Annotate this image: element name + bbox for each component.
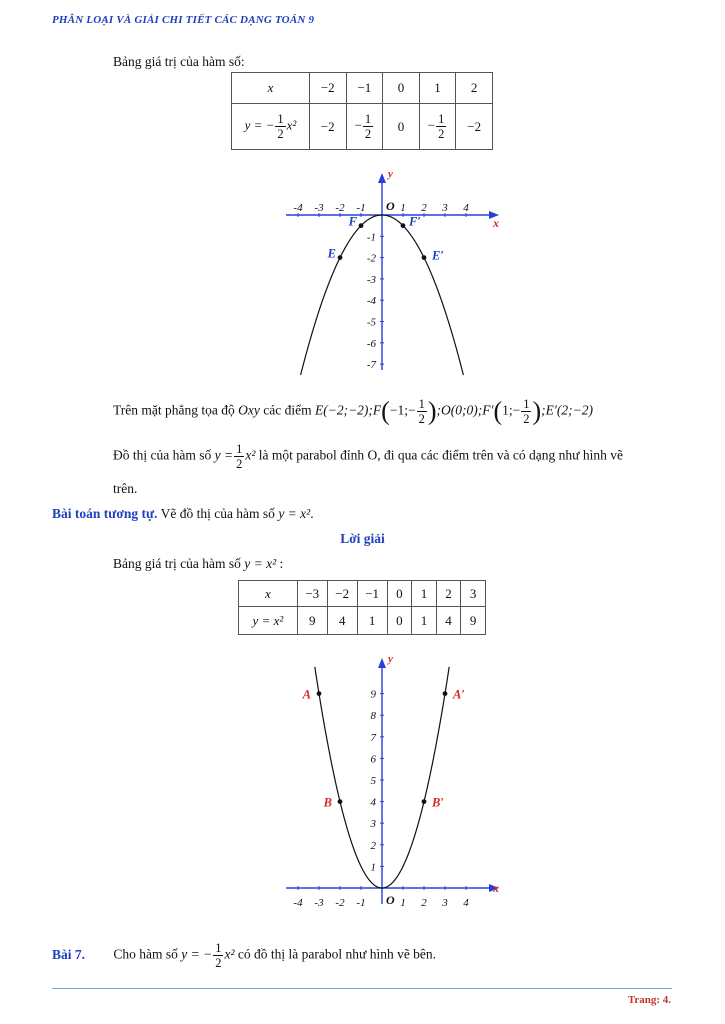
table1-y-cell: −2 — [309, 104, 346, 150]
table2-x-cell: −3 — [297, 581, 327, 607]
table1-y-den: 2 — [364, 127, 372, 141]
x-tick-label: 3 — [442, 897, 448, 909]
table2-y-cell: 9 — [297, 607, 327, 635]
point-label: F′ — [409, 214, 421, 229]
point-marker — [422, 799, 427, 804]
table1-y-prefix: y = − — [244, 117, 275, 133]
frac-num: 1 — [418, 397, 425, 411]
x-tick-label: 1 — [400, 897, 406, 909]
x-tick-label: 4 — [463, 202, 469, 214]
point-f-coords: −1;− — [389, 402, 416, 418]
point-marker — [338, 799, 343, 804]
x-tick-label: 4 — [463, 897, 469, 909]
point-label: A — [302, 687, 311, 702]
y-tick-label: 5 — [370, 775, 376, 787]
frac-num: 1 — [523, 397, 530, 411]
table1-x-cell: 2 — [456, 73, 493, 104]
frac-den: 2 — [418, 412, 425, 426]
x-tick-label: 2 — [421, 897, 427, 909]
point-marker — [359, 223, 364, 228]
point-label: E — [327, 246, 336, 261]
table1-x-cell: 1 — [419, 73, 456, 104]
table1-x-header: x — [232, 73, 310, 104]
func-y: y = — [214, 447, 234, 463]
table1-y-cell — [346, 104, 383, 150]
table2-y-cell: 1 — [357, 607, 387, 635]
point-f-label: F — [372, 402, 382, 418]
table2-y-cell: 9 — [461, 607, 486, 635]
table1-y-cell — [419, 104, 456, 150]
exercise-7-label: Bài 7. — [52, 946, 86, 962]
y-tick-label: 8 — [370, 710, 376, 723]
y-tick-label: -7 — [366, 359, 376, 372]
y-tick-label: -6 — [366, 337, 376, 350]
table1-y-den: 2 — [277, 127, 284, 141]
para1-middle: các điểm — [263, 402, 312, 418]
table2-y-cell: 1 — [412, 607, 437, 635]
table1-y-sign: − — [354, 117, 362, 133]
point-f-prime-coords: 1;− — [502, 402, 521, 418]
y-tick-label: -1 — [366, 231, 376, 244]
table1-intro: Bảng giá trị của hàm số: — [113, 54, 245, 69]
x-axis-label: x — [493, 216, 499, 230]
footer-divider — [52, 988, 672, 989]
table2-x-cell: 2 — [436, 581, 461, 607]
table2-y-cell: 4 — [327, 607, 357, 635]
solution-title: Lời giải — [340, 531, 385, 546]
point-e-prime-label: ;E′(2;−2) — [541, 402, 593, 418]
x-axis-label: x — [493, 881, 499, 895]
table1-y-num: 1 — [364, 112, 372, 126]
para1-prefix: Trên mặt phẳng tọa độ — [113, 402, 235, 418]
table2-y-cell: 0 — [387, 607, 412, 635]
point-f-prime-label: F′ — [482, 402, 494, 418]
y-axis-label: y — [388, 168, 393, 180]
para2-suffix: là một parabol đỉnh O, đi qua các điểm trên và có dạng như hình vẽ — [258, 447, 623, 463]
table2-x-cell: −1 — [357, 581, 387, 607]
point-marker — [317, 691, 322, 696]
table1-y-cell: −2 — [456, 104, 493, 150]
point-marker — [422, 255, 427, 260]
y-axis-arrow — [378, 658, 386, 668]
x-tick-label: 1 — [400, 202, 406, 214]
table2-intro-func: y = x² — [244, 556, 277, 571]
value-table-1 — [231, 72, 493, 150]
point-e-label: E(−2;−2); — [314, 402, 373, 418]
points-paragraph: Trên mặt phẳng tọa độ Oxy các điểm E(−2;−2);F(−1;− $\frac{1}{2}$ );O(0;0);F′(1;− $\frac{1}{2}$ );E′(2;−2) — [113, 396, 593, 426]
similar-func: y = x² — [278, 506, 311, 521]
x-tick-label: 3 — [442, 202, 448, 214]
para1-oxy: Oxy — [238, 402, 260, 418]
x-tick-label: 2 — [421, 202, 427, 214]
func-y: y = − — [181, 946, 213, 962]
parabol-graph-2 — [280, 652, 505, 912]
table2-x-cell: −2 — [327, 581, 357, 607]
y-tick-label: -3 — [366, 273, 376, 286]
point-marker — [401, 223, 406, 228]
page-number: Trang: 4. — [627, 994, 671, 1006]
table1-x-cell: −2 — [309, 73, 346, 104]
point-label: B′ — [432, 795, 444, 810]
y-tick-label: 9 — [370, 688, 376, 701]
table1-y-cell: 0 — [383, 104, 420, 150]
frac-num: 1 — [215, 941, 222, 955]
x-tick-label: -3 — [314, 202, 324, 214]
exercise-7-text-post: có đồ thị là parabol như hình vẽ bên. — [237, 946, 437, 962]
point-marker — [443, 691, 448, 696]
table2-x-cell: 1 — [412, 581, 437, 607]
table1-y-header — [232, 104, 310, 150]
frac-den: 2 — [215, 956, 222, 970]
point-o-label: ;O(0;0); — [436, 402, 483, 418]
table2-intro-colon: : — [279, 556, 284, 571]
x-tick-label: -1 — [356, 897, 366, 909]
y-tick-label: 1 — [370, 861, 376, 874]
y-tick-label: 4 — [370, 796, 376, 809]
table2-intro — [113, 555, 283, 573]
exercise-7-text-pre: Cho hàm số — [113, 946, 178, 962]
table1-y-num: 1 — [438, 112, 445, 126]
y-tick-label: -2 — [366, 252, 376, 265]
table1-x-cell: −1 — [346, 73, 383, 104]
page-header: PHÂN LOẠI VÀ GIẢI CHI TIẾT CÁC DẠNG TOÁN 9 — [52, 14, 315, 26]
frac-den: 2 — [523, 412, 530, 426]
point-label: B — [323, 795, 332, 810]
para2-line2: trên. — [113, 481, 138, 496]
similar-label: Bài toán tương tự. — [52, 506, 158, 521]
y-tick-label: 3 — [370, 818, 376, 831]
similar-text: Vẽ đồ thị của hàm số — [160, 506, 275, 521]
value-table-2 — [238, 580, 486, 635]
table2-y-header: y = x² — [239, 607, 298, 635]
table2-intro-text: Bảng giá trị của hàm số — [113, 556, 241, 571]
frac-den: 2 — [236, 457, 243, 471]
point-label: A′ — [453, 687, 465, 702]
x-tick-label: -2 — [335, 202, 345, 214]
x-tick-label: -2 — [335, 897, 345, 909]
similar-end: . — [310, 506, 314, 521]
origin-label: O — [386, 893, 395, 907]
exercise-7 — [52, 941, 436, 970]
y-axis-arrow — [378, 173, 386, 183]
table1-y-sign: − — [427, 117, 436, 133]
table1-y-suffix: x² — [286, 117, 297, 133]
y-tick-label: -4 — [366, 295, 376, 308]
parabol-graph-1 — [280, 165, 505, 375]
point-marker — [338, 255, 343, 260]
func-x2: x² — [224, 946, 235, 962]
table2-y-cell: 4 — [436, 607, 461, 635]
table2-x-cell: 3 — [461, 581, 486, 607]
frac-num: 1 — [236, 442, 243, 456]
func-x2: x² — [245, 447, 256, 463]
origin-label: O — [386, 199, 395, 213]
x-tick-label: -1 — [356, 202, 366, 214]
table1-y-num: 1 — [277, 112, 284, 126]
parabol-description — [113, 442, 623, 471]
y-tick-label: 2 — [370, 839, 376, 852]
y-tick-label: 7 — [370, 731, 376, 744]
y-tick-label: 6 — [370, 753, 376, 766]
similar-problem — [52, 505, 314, 523]
table1-y-den: 2 — [438, 127, 445, 141]
para2-prefix: Đồ thị của hàm số — [113, 447, 212, 463]
table2-x-cell: 0 — [387, 581, 412, 607]
x-tick-label: -4 — [293, 897, 303, 909]
y-axis-label: y — [388, 653, 393, 665]
x-tick-label: -3 — [314, 897, 324, 909]
table2-x-header: x — [239, 581, 298, 607]
table1-x-cell: 0 — [383, 73, 420, 104]
point-label: E′ — [432, 248, 444, 263]
point-label: F — [348, 214, 357, 229]
y-tick-label: -5 — [366, 316, 376, 329]
x-tick-label: -4 — [293, 202, 303, 214]
